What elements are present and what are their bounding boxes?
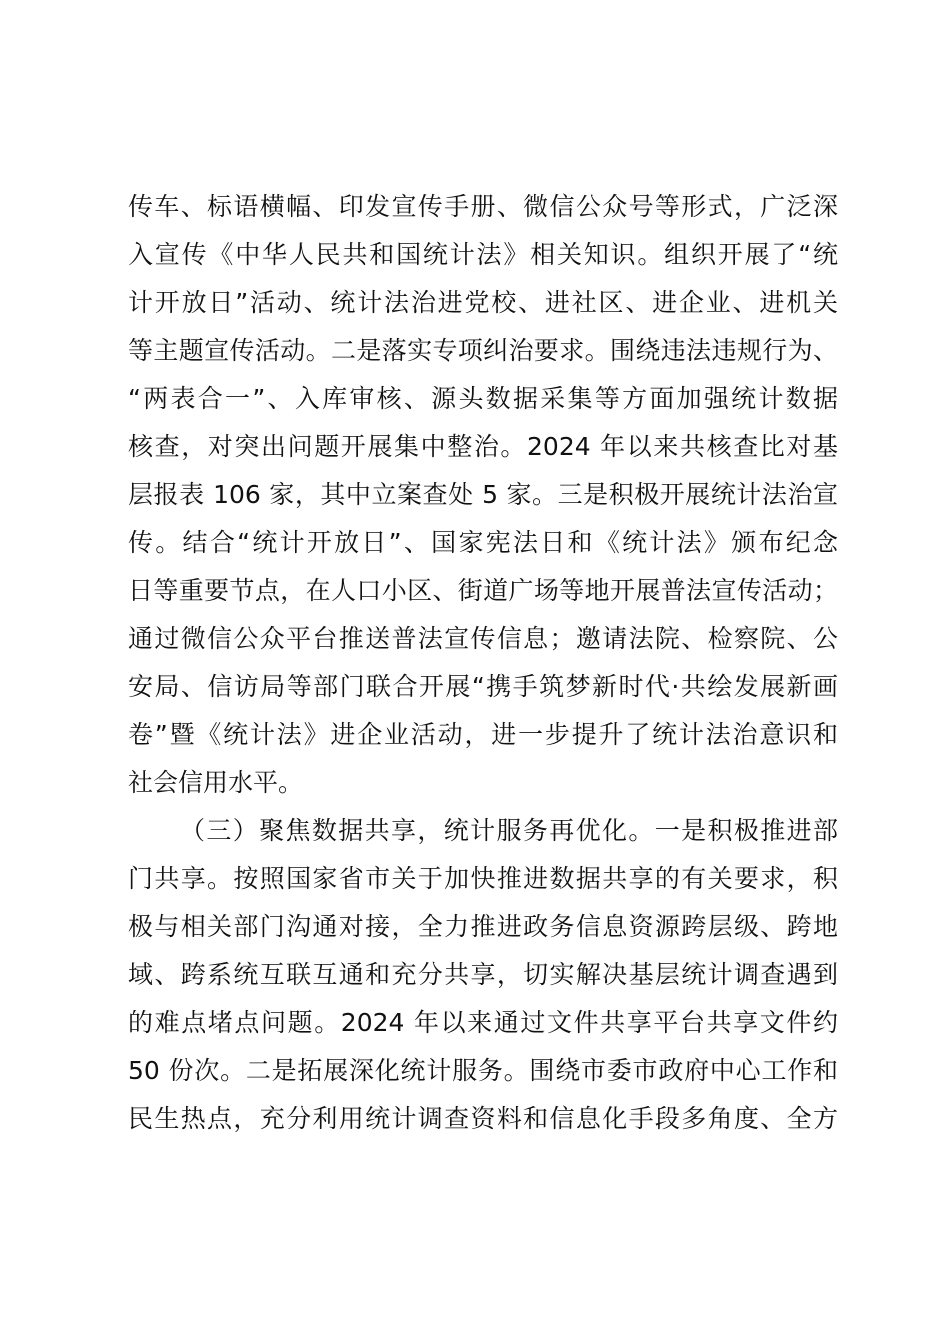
text-line: 域、跨系统互联互通和充分共享，切实解决基层统计调查遇到 bbox=[128, 960, 838, 989]
text-line: 等主题宣传活动。二是落实专项纠治要求。围绕违法违规行为、 bbox=[128, 336, 838, 365]
text-line: “两表合一”、入库审核、源头数据采集等方面加强统计数据 bbox=[128, 384, 838, 413]
text-line: 核查，对突出问题开展集中整治。2024 年以来共核查比对基 bbox=[128, 432, 838, 461]
text-line: 日等重要节点，在人口小区、街道广场等地开展普法宣传活动； bbox=[128, 576, 838, 605]
text-line: 民生热点，充分利用统计调查资料和信息化手段多角度、全方 bbox=[128, 1104, 838, 1133]
text-line: 入宣传《中华人民共和国统计法》相关知识。组织开展了“统 bbox=[128, 240, 838, 269]
text-line: 安局、信访局等部门联合开展“携手筑梦新时代·共绘发展新画 bbox=[128, 672, 838, 701]
section-heading-line: （三）聚焦数据共享，统计服务再优化。一是积极推进部 bbox=[180, 816, 838, 845]
text-line: 的难点堵点问题。2024 年以来通过文件共享平台共享文件约 bbox=[128, 1008, 838, 1037]
text-line: 卷”暨《统计法》进企业活动，进一步提升了统计法治意识和 bbox=[128, 720, 838, 749]
text-line: 传车、标语横幅、印发宣传手册、微信公众号等形式，广泛深 bbox=[128, 192, 838, 221]
text-line: 计开放日”活动、统计法治进党校、进社区、进企业、进机关 bbox=[128, 288, 838, 317]
text-line: 通过微信公众平台推送普法宣传信息；邀请法院、检察院、公 bbox=[128, 624, 838, 653]
text-line-paragraph-end: 社会信用水平。 bbox=[128, 768, 304, 797]
text-line: 极与相关部门沟通对接，全力推进政务信息资源跨层级、跨地 bbox=[128, 912, 838, 941]
text-line: 层报表 106 家，其中立案查处 5 家。三是积极开展统计法治宣 bbox=[128, 480, 838, 509]
text-line: 50 份次。二是拓展深化统计服务。围绕市委市政府中心工作和 bbox=[128, 1056, 838, 1085]
text-line: 门共享。按照国家省市关于加快推进数据共享的有关要求，积 bbox=[128, 864, 838, 893]
text-line: 传。结合“统计开放日”、国家宪法日和《统计法》颁布纪念 bbox=[128, 528, 838, 557]
